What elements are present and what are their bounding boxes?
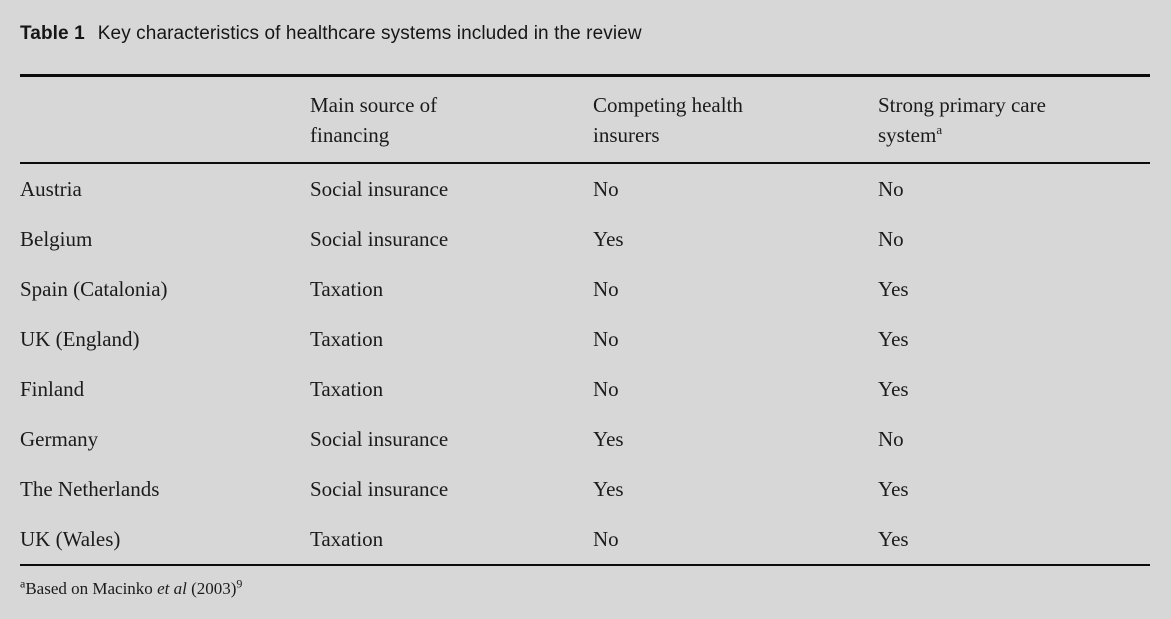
- footnote-text: Based on Macinko: [25, 579, 158, 598]
- header-line: insurers: [593, 122, 660, 147]
- cell-country: Austria: [20, 176, 82, 201]
- table-caption: Key characteristics of healthcare systems included in the review: [97, 23, 642, 44]
- header-line: financing: [310, 122, 390, 147]
- cell-insurers: No: [593, 526, 619, 551]
- footnote-reference-number: 9: [236, 576, 243, 591]
- cell-primary-care: Yes: [878, 326, 909, 351]
- header-row: [20, 76, 1150, 164]
- table-row: [20, 414, 1150, 464]
- healthcare-systems-table: [20, 74, 1150, 566]
- table-row: [20, 314, 1150, 364]
- cell-insurers: No: [593, 276, 619, 301]
- cell-insurers: Yes: [593, 426, 624, 451]
- cell-country: Spain (Catalonia): [20, 276, 168, 301]
- header-financing: [310, 76, 593, 164]
- cell-primary-care: Yes: [878, 376, 909, 401]
- cell-financing: Social insurance: [310, 176, 449, 201]
- cell-country: Finland: [20, 376, 85, 401]
- table-number: Table 1: [20, 23, 85, 44]
- cell-insurers: No: [593, 376, 619, 401]
- table-row: [20, 214, 1150, 264]
- cell-country: UK (Wales): [20, 526, 121, 551]
- header-country-empty: [20, 76, 310, 164]
- cell-country: Germany: [20, 426, 99, 451]
- cell-primary-care: No: [878, 226, 904, 251]
- cell-country: The Netherlands: [20, 476, 160, 501]
- table-row: [20, 464, 1150, 514]
- header-line: Competing health: [593, 92, 743, 117]
- table-body: [20, 163, 1150, 565]
- cell-primary-care: Yes: [878, 276, 909, 301]
- cell-insurers: Yes: [593, 476, 624, 501]
- table-row: [20, 514, 1150, 565]
- cell-financing: Social insurance: [310, 476, 449, 501]
- footnote-etal: et al: [157, 579, 187, 598]
- cell-insurers: No: [593, 326, 619, 351]
- cell-insurers: Yes: [593, 226, 624, 251]
- cell-financing: Social insurance: [310, 426, 449, 451]
- cell-financing: Taxation: [310, 326, 384, 351]
- cell-country: UK (England): [20, 326, 140, 351]
- header-line: Strong primary care: [878, 92, 1046, 117]
- table-row: [20, 264, 1150, 314]
- table-row: [20, 163, 1150, 214]
- footnote-marker: a: [20, 576, 26, 591]
- footnote-text: (2003): [186, 579, 237, 598]
- cell-primary-care: Yes: [878, 476, 909, 501]
- table-title: [20, 20, 1150, 47]
- header-primary-care: [878, 76, 1150, 164]
- cell-financing: Social insurance: [310, 226, 449, 251]
- cell-primary-care: Yes: [878, 526, 909, 551]
- header-line: [878, 120, 1150, 150]
- header-line: Main source of: [310, 92, 438, 117]
- cell-country: Belgium: [20, 226, 93, 251]
- cell-insurers: No: [593, 176, 619, 201]
- cell-financing: Taxation: [310, 376, 384, 401]
- cell-primary-care: No: [878, 426, 904, 451]
- table-header: [20, 76, 1150, 164]
- table-row: [20, 364, 1150, 414]
- header-insurers: [593, 76, 878, 164]
- table-footnote: [20, 578, 1150, 600]
- cell-financing: Taxation: [310, 526, 384, 551]
- footnote-marker-ref: a: [936, 121, 943, 137]
- cell-financing: Taxation: [310, 276, 384, 301]
- header-line-text: system: [878, 122, 937, 147]
- cell-primary-care: No: [878, 176, 904, 201]
